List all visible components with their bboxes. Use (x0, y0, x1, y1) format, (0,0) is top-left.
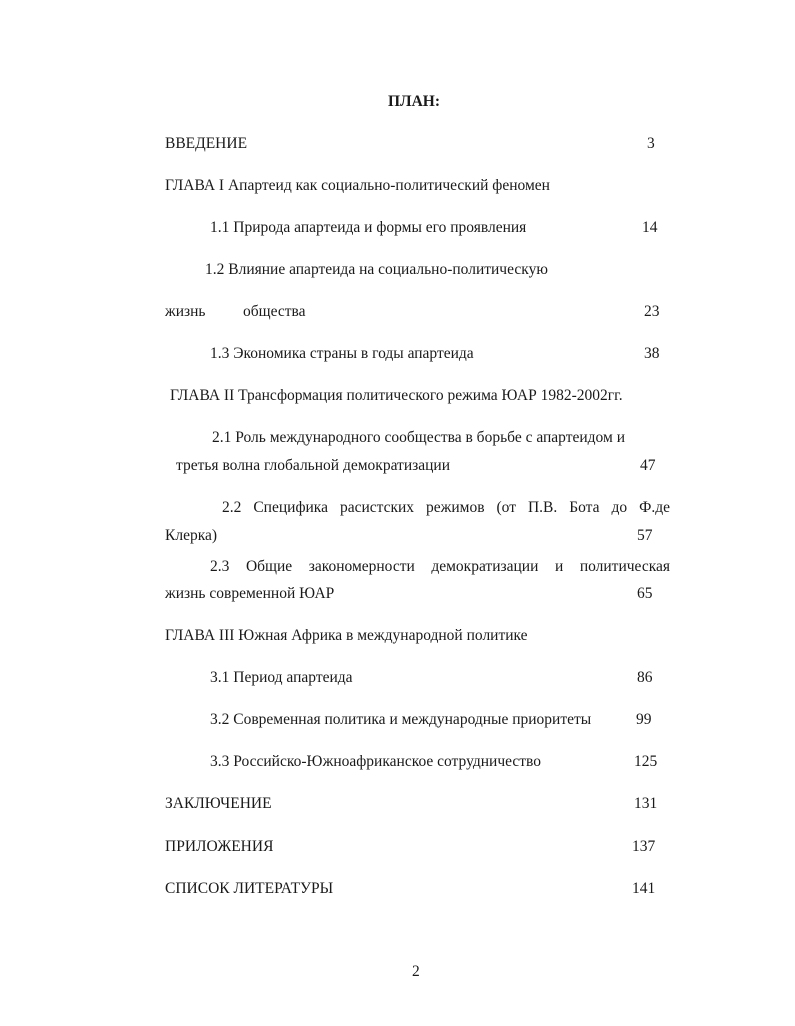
toc-conclusion-page: 131 (634, 795, 658, 812)
toc-appendix-label: ПРИЛОЖЕНИЯ (165, 838, 274, 855)
toc-3-2-label: 3.2 Современная политика и международные приоритеты (210, 711, 592, 728)
toc-chapter-3: ГЛАВА III Южная Африка в международной политике (165, 627, 528, 644)
word: закономерности (308, 558, 415, 575)
toc-3-1-page: 86 (637, 669, 653, 686)
word: демократизации (431, 558, 539, 575)
toc-1-2-word2: общества (243, 303, 306, 320)
toc-3-2-page: 99 (636, 711, 652, 728)
toc-1-2-line1: 1.2 Влияние апартеида на социально-политическую (205, 261, 548, 278)
word: Общие (245, 558, 293, 575)
word: 2.2 (222, 499, 242, 516)
word: Ф.де (639, 499, 670, 516)
toc-2-2-line1 (222, 498, 670, 518)
toc-1-1-label: 1.1 Природа апартеида и формы его проявления (210, 219, 527, 236)
toc-1-2-page: 23 (644, 303, 660, 320)
toc-1-3-label: 1.3 Экономика страны в годы апартеида (210, 345, 474, 362)
toc-conclusion-label: ЗАКЛЮЧЕНИЕ (165, 795, 272, 812)
toc-2-1-page: 47 (640, 457, 656, 474)
word: политическая (579, 558, 670, 575)
word: до (611, 499, 628, 516)
toc-intro-page: 3 (647, 135, 655, 152)
toc-3-3-label: 3.3 Российско-Южноафриканское сотрудничество (210, 753, 541, 770)
toc-bibliography-page: 141 (632, 880, 656, 897)
word: Бота (569, 499, 600, 516)
word: П.В. (527, 499, 558, 516)
page-title: ПЛАН: (388, 93, 441, 110)
toc-bibliography-label: СПИСОК ЛИТЕРАТУРЫ (165, 880, 334, 897)
toc-2-3-page: 65 (637, 585, 653, 602)
word: (от (496, 499, 516, 516)
toc-3-1-label: 3.1 Период апартеида (210, 669, 353, 686)
toc-appendix-page: 137 (632, 838, 656, 855)
toc-2-1-line2: третья волна глобальной демократизации (176, 457, 450, 474)
toc-3-3-page: 125 (634, 753, 658, 770)
toc-chapter-2: ГЛАВА II Трансформация политического режима ЮАР 1982-2002гг. (170, 387, 623, 404)
word: режимов (426, 499, 485, 516)
page-number: 2 (412, 963, 420, 980)
word: Специфика (253, 499, 328, 516)
toc-2-2-line2: Клерка) (165, 527, 218, 544)
toc-1-2-word1: жизнь (165, 303, 206, 320)
word: и (554, 558, 564, 575)
toc-chapter-1: ГЛАВА I Апартеид как социально-политический феномен (165, 177, 550, 194)
toc-2-3-line1 (210, 557, 670, 577)
toc-1-1-page: 14 (642, 219, 658, 236)
toc-intro-label: ВВЕДЕНИЕ (165, 135, 248, 152)
toc-1-3-page: 38 (644, 345, 660, 362)
toc-2-2-page: 57 (637, 527, 653, 544)
word: расистских (339, 499, 415, 516)
word: 2.3 (210, 558, 230, 575)
toc-2-1-line1: 2.1 Роль международного сообщества в борьбе с апартеидом и (212, 429, 625, 446)
toc-2-3-line2: жизнь современной ЮАР (165, 585, 335, 602)
